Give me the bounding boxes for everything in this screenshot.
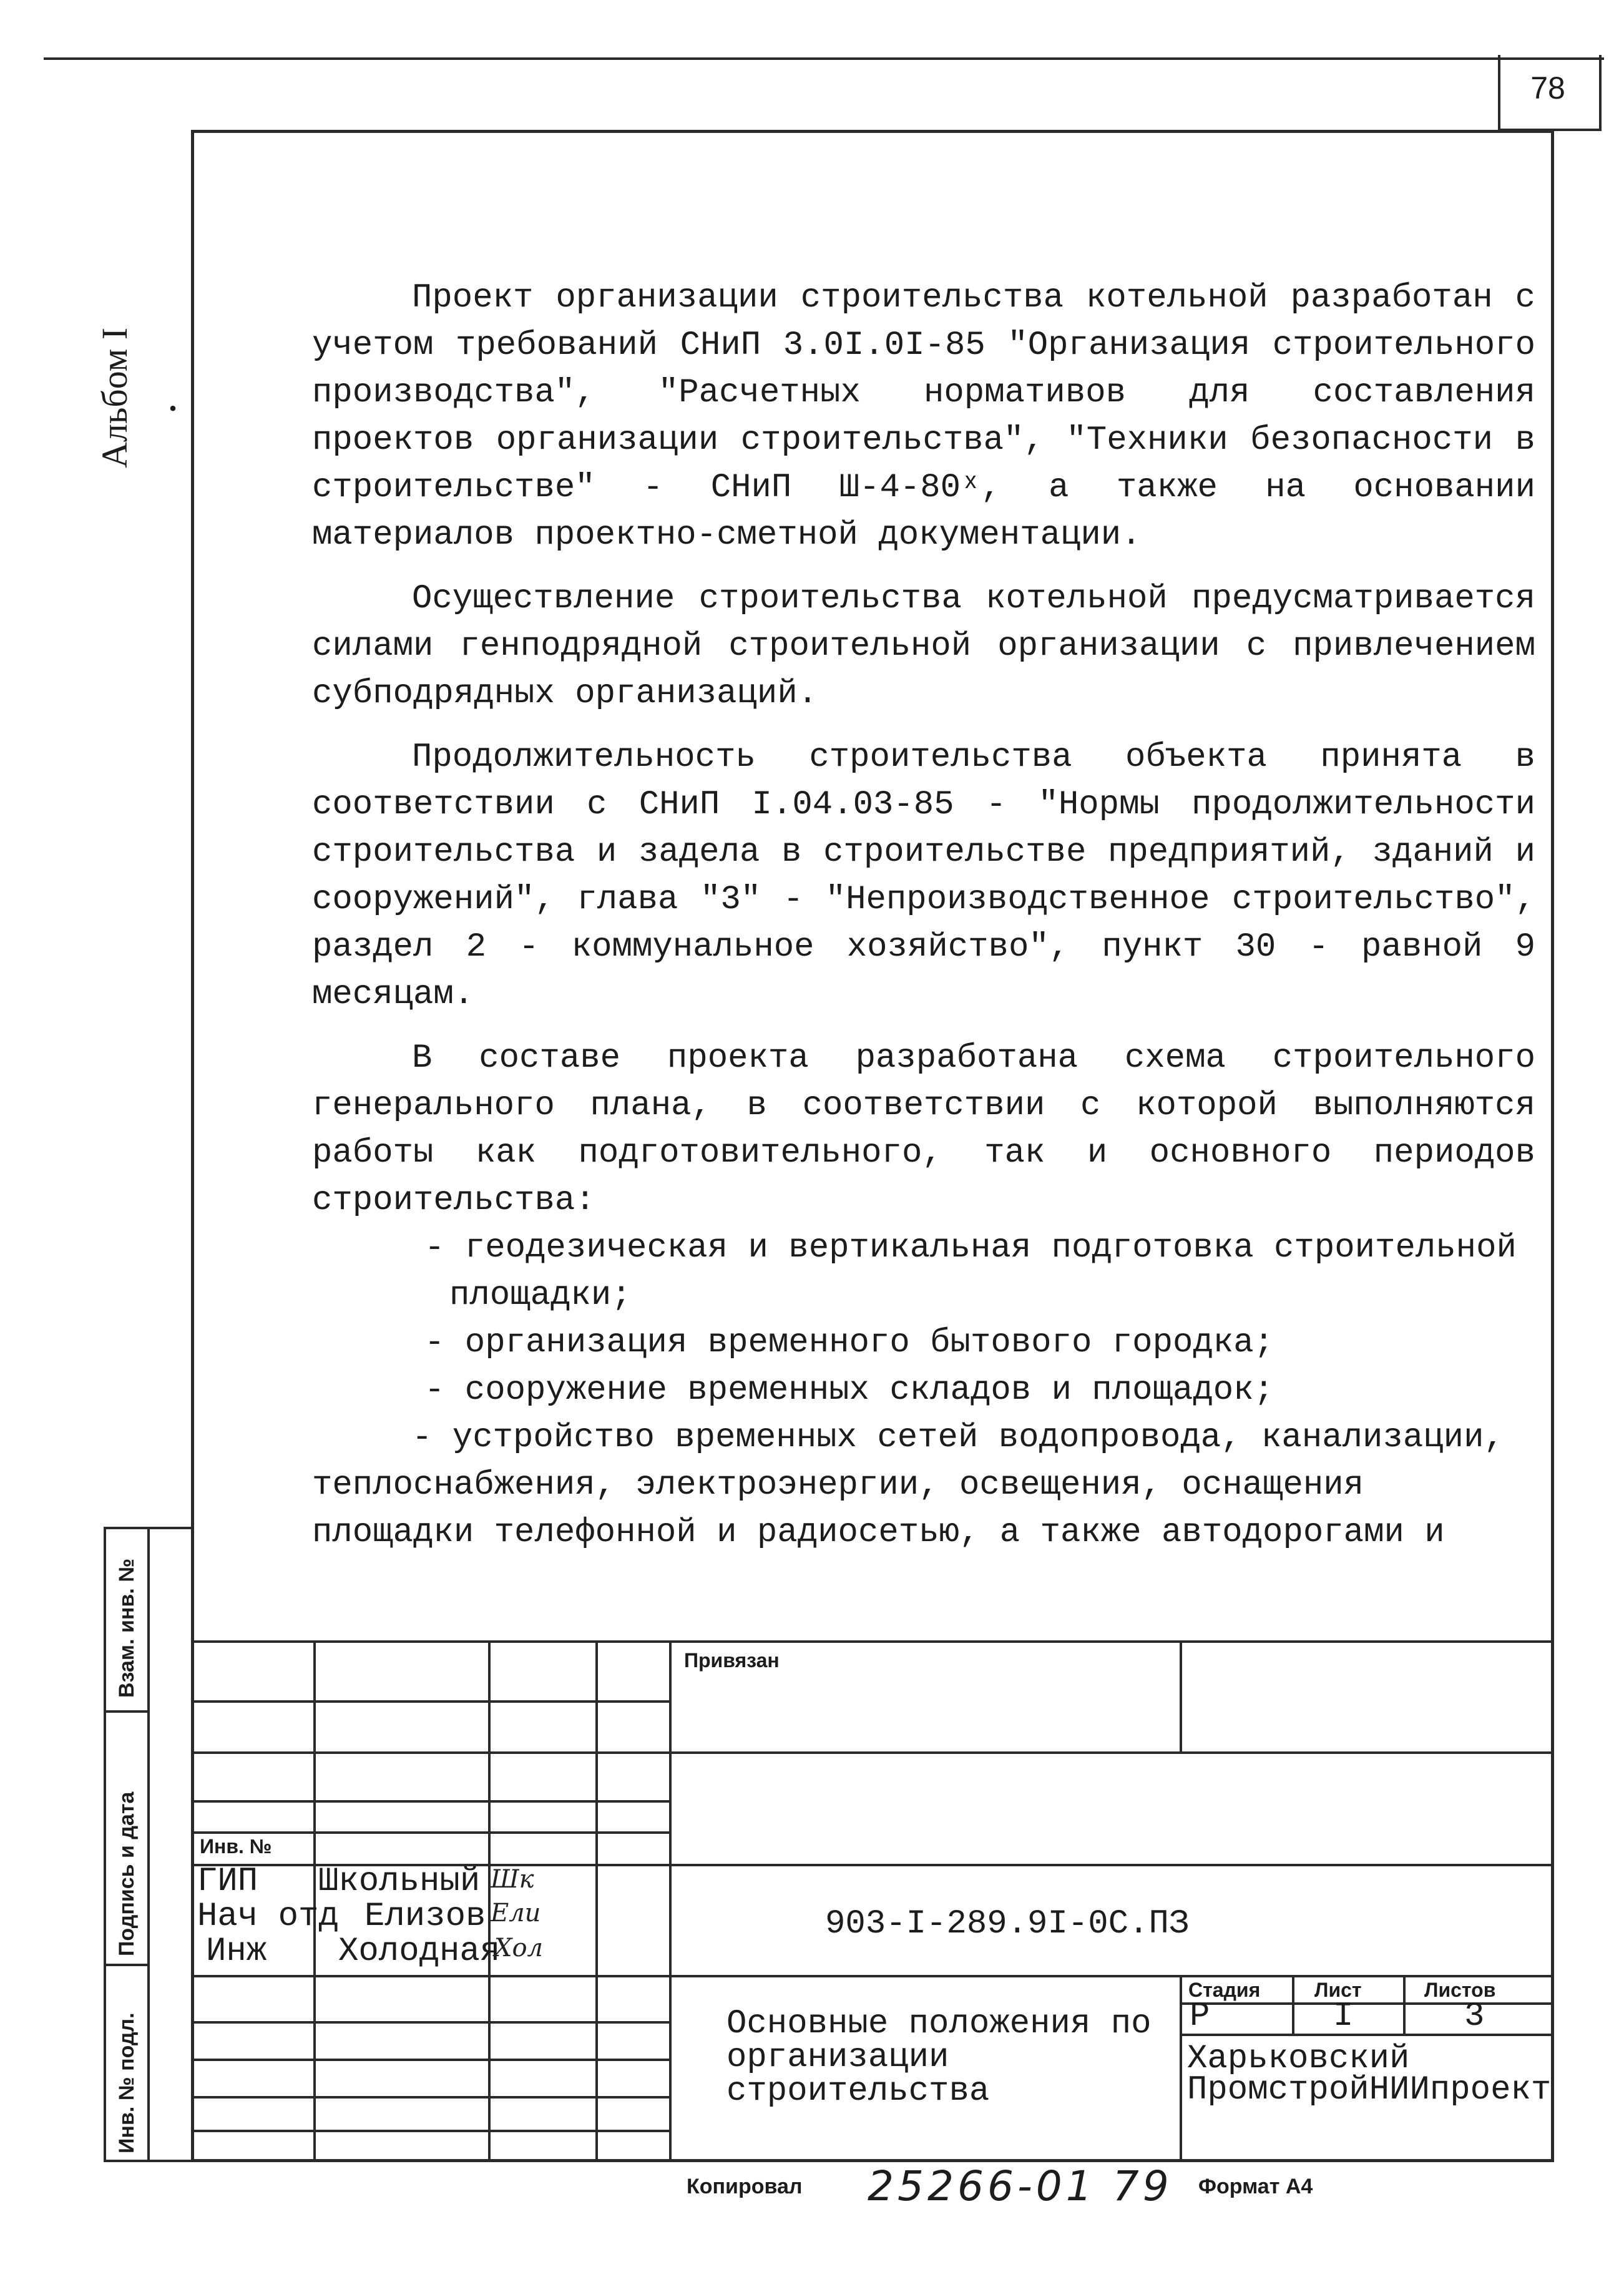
strip-label-vzam-inv: Взам. инв. № xyxy=(115,1558,139,1698)
name-gip: Школьный xyxy=(318,1863,481,1901)
stage-value: Р xyxy=(1190,1997,1210,2035)
album-label: Альбом I xyxy=(94,327,135,468)
sheet-header: Лист xyxy=(1314,1979,1362,2001)
title-block xyxy=(191,1640,1554,2162)
role-gip: ГИП xyxy=(197,1863,258,1901)
sheet-value: I xyxy=(1333,1997,1354,2035)
work-list xyxy=(312,1225,1535,1557)
margin-mark: • xyxy=(167,399,179,421)
signature-nach-otd: Ели xyxy=(491,1899,541,1927)
strip-label-podpis-data: Подпись и дата xyxy=(115,1791,139,1956)
strip-cell-vzam xyxy=(106,1529,150,1713)
sheets-header: Листов xyxy=(1424,1979,1496,2001)
paragraph-2: Осуществление строительства котельной предусматривается силами генподрядной строительной организации с привлечением субподрядных организаций. xyxy=(312,580,1535,713)
list-item: - организация временного бытового городка; xyxy=(424,1324,1274,1362)
name-inzh: Холодная xyxy=(338,1932,501,1971)
document-body xyxy=(312,275,1535,1557)
strip-cell-podpis xyxy=(106,1713,150,1966)
page-number: 78 xyxy=(1530,71,1565,105)
stage-header: Стадия xyxy=(1188,1979,1261,2001)
document-title: Основные положения по организации строительства xyxy=(726,2005,1152,2110)
approval-strip xyxy=(104,1527,193,2162)
document-code: 903-I-289.9I-0С.ПЗ xyxy=(825,1905,1190,1943)
list-item: - геодезическая и вертикальная подготовка строительной площадки; xyxy=(424,1229,1517,1315)
format-label: Формат А4 xyxy=(1198,2175,1313,2198)
role-inzh: Инж xyxy=(206,1932,267,1971)
organization-name: Харьковский ПромстройНИИпроект xyxy=(1187,2040,1552,2109)
strip-cell-inv-podl xyxy=(106,1966,150,2160)
role-nach-otd: Нач отд xyxy=(197,1898,339,1936)
paragraph-4: В составе проекта разработана схема строительного генерального плана, в соответствии с которой выполняются работы как подготовительного, так и основного периодов строительства: xyxy=(312,1039,1535,1220)
kopiroval-label: Копировал xyxy=(687,2175,803,2198)
top-rule xyxy=(44,57,1604,60)
strip-label-inv-podl: Инв. № подл. xyxy=(115,2012,139,2153)
signature-gip: Шк xyxy=(491,1865,534,1894)
sheets-value: 3 xyxy=(1464,1997,1485,2035)
paragraph-3: Продолжительность строительства объекта принята в соответствии с СНиП I.04.03-85 - "Нормы продолжительности строительства и задела в строительстве предприятий, зданий и сооружений", глава "3" - "Непроизводственное строительство", раздел 2 - коммунальное хозяйство", пункт 30 - равной 9 месяцам. xyxy=(312,738,1535,1014)
list-item: - устройство временных сетей водопровода, канализации, теплоснабжения, электроэнергии, освещения, оснащения площадки телефонной и радиосетью, а также автодорогами и xyxy=(312,1419,1504,1552)
list-item: - сооружение временных складов и площадок; xyxy=(424,1371,1274,1409)
paragraph-1: Проект организации строительства котельной разработан с учетом требований СНиП 3.0I.0I-85 "Организация строительного производства", "Расчетных нормативов для составления проектов организации строительства", "Техники безопасности в строительстве" - СНиП Ш-4-80ˣ, а также на основании материалов проектно-сметной документации. xyxy=(312,279,1535,554)
privyazan-label: Привязан xyxy=(684,1649,780,1672)
handwritten-number: 25266-01 79 xyxy=(868,2162,1173,2210)
signature-inzh: Хол xyxy=(494,1934,544,1962)
name-nach-otd: Елизов xyxy=(364,1898,486,1936)
inv-no-label: Инв. № xyxy=(200,1835,272,1858)
